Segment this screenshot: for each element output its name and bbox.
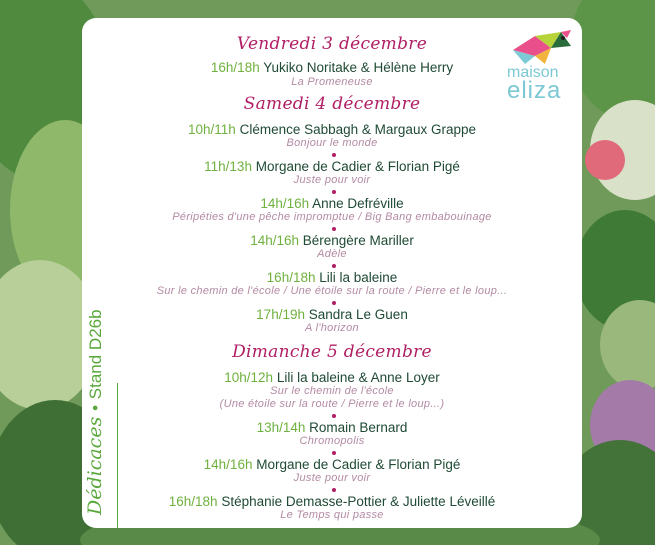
- stand-label: [84, 309, 106, 515]
- dedicaces-label: Dédicaces: [84, 416, 106, 515]
- logo-line2: eliza: [507, 77, 562, 104]
- session-book: Chromopolis: [299, 435, 365, 447]
- session-line: [82, 233, 582, 248]
- session-book: A l'horizon: [305, 322, 359, 334]
- session-time: 16h/18h: [210, 60, 260, 75]
- session-line: [82, 494, 582, 509]
- session-line: [82, 122, 582, 137]
- session-book: Adèle: [317, 248, 347, 260]
- separator-dot: [332, 301, 336, 305]
- session-line: [82, 196, 582, 211]
- session-line: [82, 60, 582, 75]
- session-line: [82, 159, 582, 174]
- day-title-sunday: Dimanche 5 décembre: [232, 342, 432, 362]
- session-authors: Romain Bernard: [309, 420, 408, 435]
- side-separator: •: [86, 403, 105, 413]
- session-book: Péripéties d'une pêche impromptue / Big Bang embabouinage: [172, 211, 492, 223]
- session-book: Juste pour voir: [293, 174, 371, 186]
- session-authors: Clémence Sabbagh & Margaux Grappe: [239, 122, 476, 137]
- session-time: 11h/13h: [204, 159, 252, 174]
- separator-dot: [332, 190, 336, 194]
- session-time: 10h/11h: [188, 122, 236, 137]
- separator-dot: [332, 227, 336, 231]
- stand-number: Stand D26b: [86, 309, 105, 400]
- logo-line1: maison: [507, 64, 559, 81]
- session-book: (Une étoile sur la route / Pierre et le loup...): [219, 398, 445, 410]
- separator-dot: [332, 451, 336, 455]
- session-line: [82, 370, 582, 385]
- session-time: 16h/18h: [266, 270, 316, 285]
- session-time: 17h/19h: [256, 307, 305, 322]
- separator-dot: [332, 414, 336, 418]
- session-authors: Lili la baleine: [319, 270, 398, 285]
- session-authors: Anne Defréville: [312, 196, 404, 211]
- session-line: [82, 420, 582, 435]
- separator-dot: [332, 264, 336, 268]
- session-authors: Bérengère Mariller: [302, 233, 414, 248]
- session-time: 14h/16h: [260, 196, 310, 211]
- day-title-saturday: Samedi 4 décembre: [243, 94, 421, 114]
- session-book: Sur le chemin de l'école: [270, 385, 394, 397]
- separator-dot: [332, 153, 336, 157]
- session-book: Bonjour le monde: [286, 137, 378, 149]
- day-title-friday: Vendredi 3 décembre: [236, 34, 428, 54]
- session-time: 10h/12h: [224, 370, 274, 385]
- session-line: [82, 457, 582, 472]
- session-line: [82, 270, 582, 285]
- session-time: 16h/18h: [168, 494, 218, 509]
- session-line: [82, 307, 582, 322]
- session-time: 14h/16h: [203, 457, 253, 472]
- session-authors: Stéphanie Demasse-Pottier & Juliette Léveillé: [221, 494, 496, 509]
- session-book: Le Temps qui passe: [280, 509, 384, 521]
- session-book: Juste pour voir: [293, 472, 371, 484]
- session-authors: Sandra Le Guen: [308, 307, 408, 322]
- session-authors: Morgane de Cadier & Florian Pigé: [255, 159, 460, 174]
- session-book: Sur le chemin de l'école / Une étoile sur la route / Pierre et le loup...: [156, 285, 508, 297]
- session-authors: Morgane de Cadier & Florian Pigé: [256, 457, 461, 472]
- session-time: 13h/14h: [256, 420, 306, 435]
- session-authors: Yukiko Noritake & Hélène Herry: [263, 60, 454, 75]
- session-time: 14h/16h: [250, 233, 299, 248]
- session-authors: Lili la baleine & Anne Loyer: [276, 370, 440, 385]
- session-book: La Promeneuse: [291, 76, 373, 88]
- separator-dot: [332, 488, 336, 492]
